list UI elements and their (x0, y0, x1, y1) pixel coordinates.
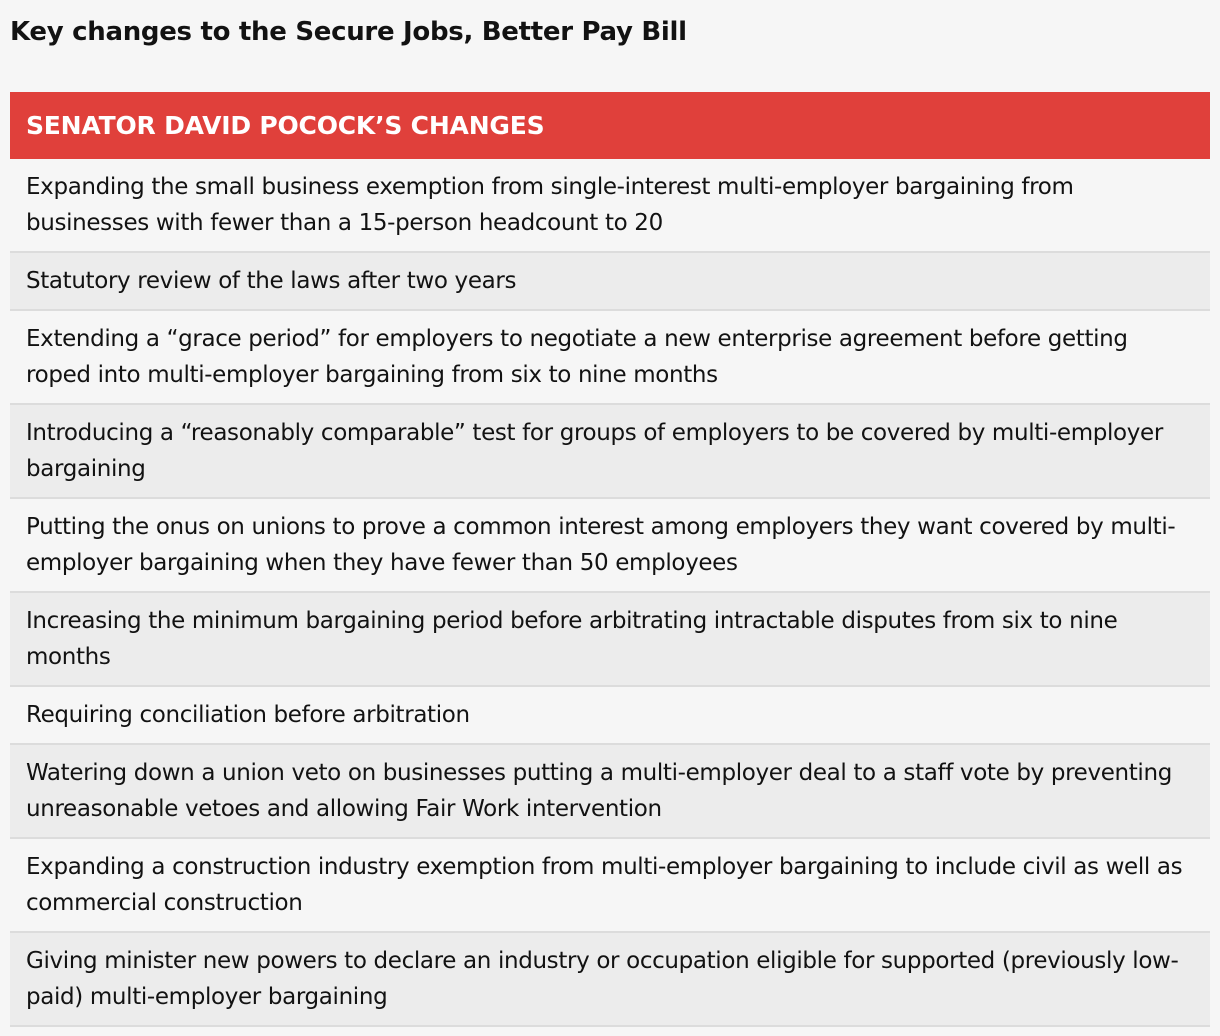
page-title: Key changes to the Secure Jobs, Better Pay Bill (10, 17, 687, 47)
table-row: Putting the onus on unions to prove a common interest among employers they want covered by multi-employer bargaining when they have fewer than 50 employees (10, 499, 1210, 593)
table-row: Extending a “grace period” for employers to negotiate a new enterprise agreement before getting roped into multi-employer bargaining from six to nine months (10, 311, 1210, 405)
table-row: Increasing the minimum bargaining period before arbitrating intractable disputes from six to nine months (10, 593, 1210, 687)
table-row: Watering down a union veto on businesses putting a multi-employer deal to a staff vote by preventing unreasonable vetoes and allowing Fair Work intervention (10, 745, 1210, 839)
table-row: Introducing a “reasonably comparable” test for groups of employers to be covered by multi-employer bargaining (10, 405, 1210, 499)
table-row: Expanding a construction industry exemption from multi-employer bargaining to include civil as well as commercial construction (10, 839, 1210, 933)
table-row: Requiring conciliation before arbitration (10, 687, 1210, 745)
table-row: Statutory review of the laws after two years (10, 253, 1210, 311)
table-header: SENATOR DAVID POCOCK’S CHANGES (10, 92, 1210, 159)
changes-table (10, 92, 1210, 1027)
table-row: Giving minister new powers to declare an industry or occupation eligible for supported (previously low-paid) multi-employer bargaining (10, 933, 1210, 1027)
table-row: Expanding the small business exemption from single-interest multi-employer bargaining from businesses with fewer than a 15-person headcount to 20 (10, 159, 1210, 253)
